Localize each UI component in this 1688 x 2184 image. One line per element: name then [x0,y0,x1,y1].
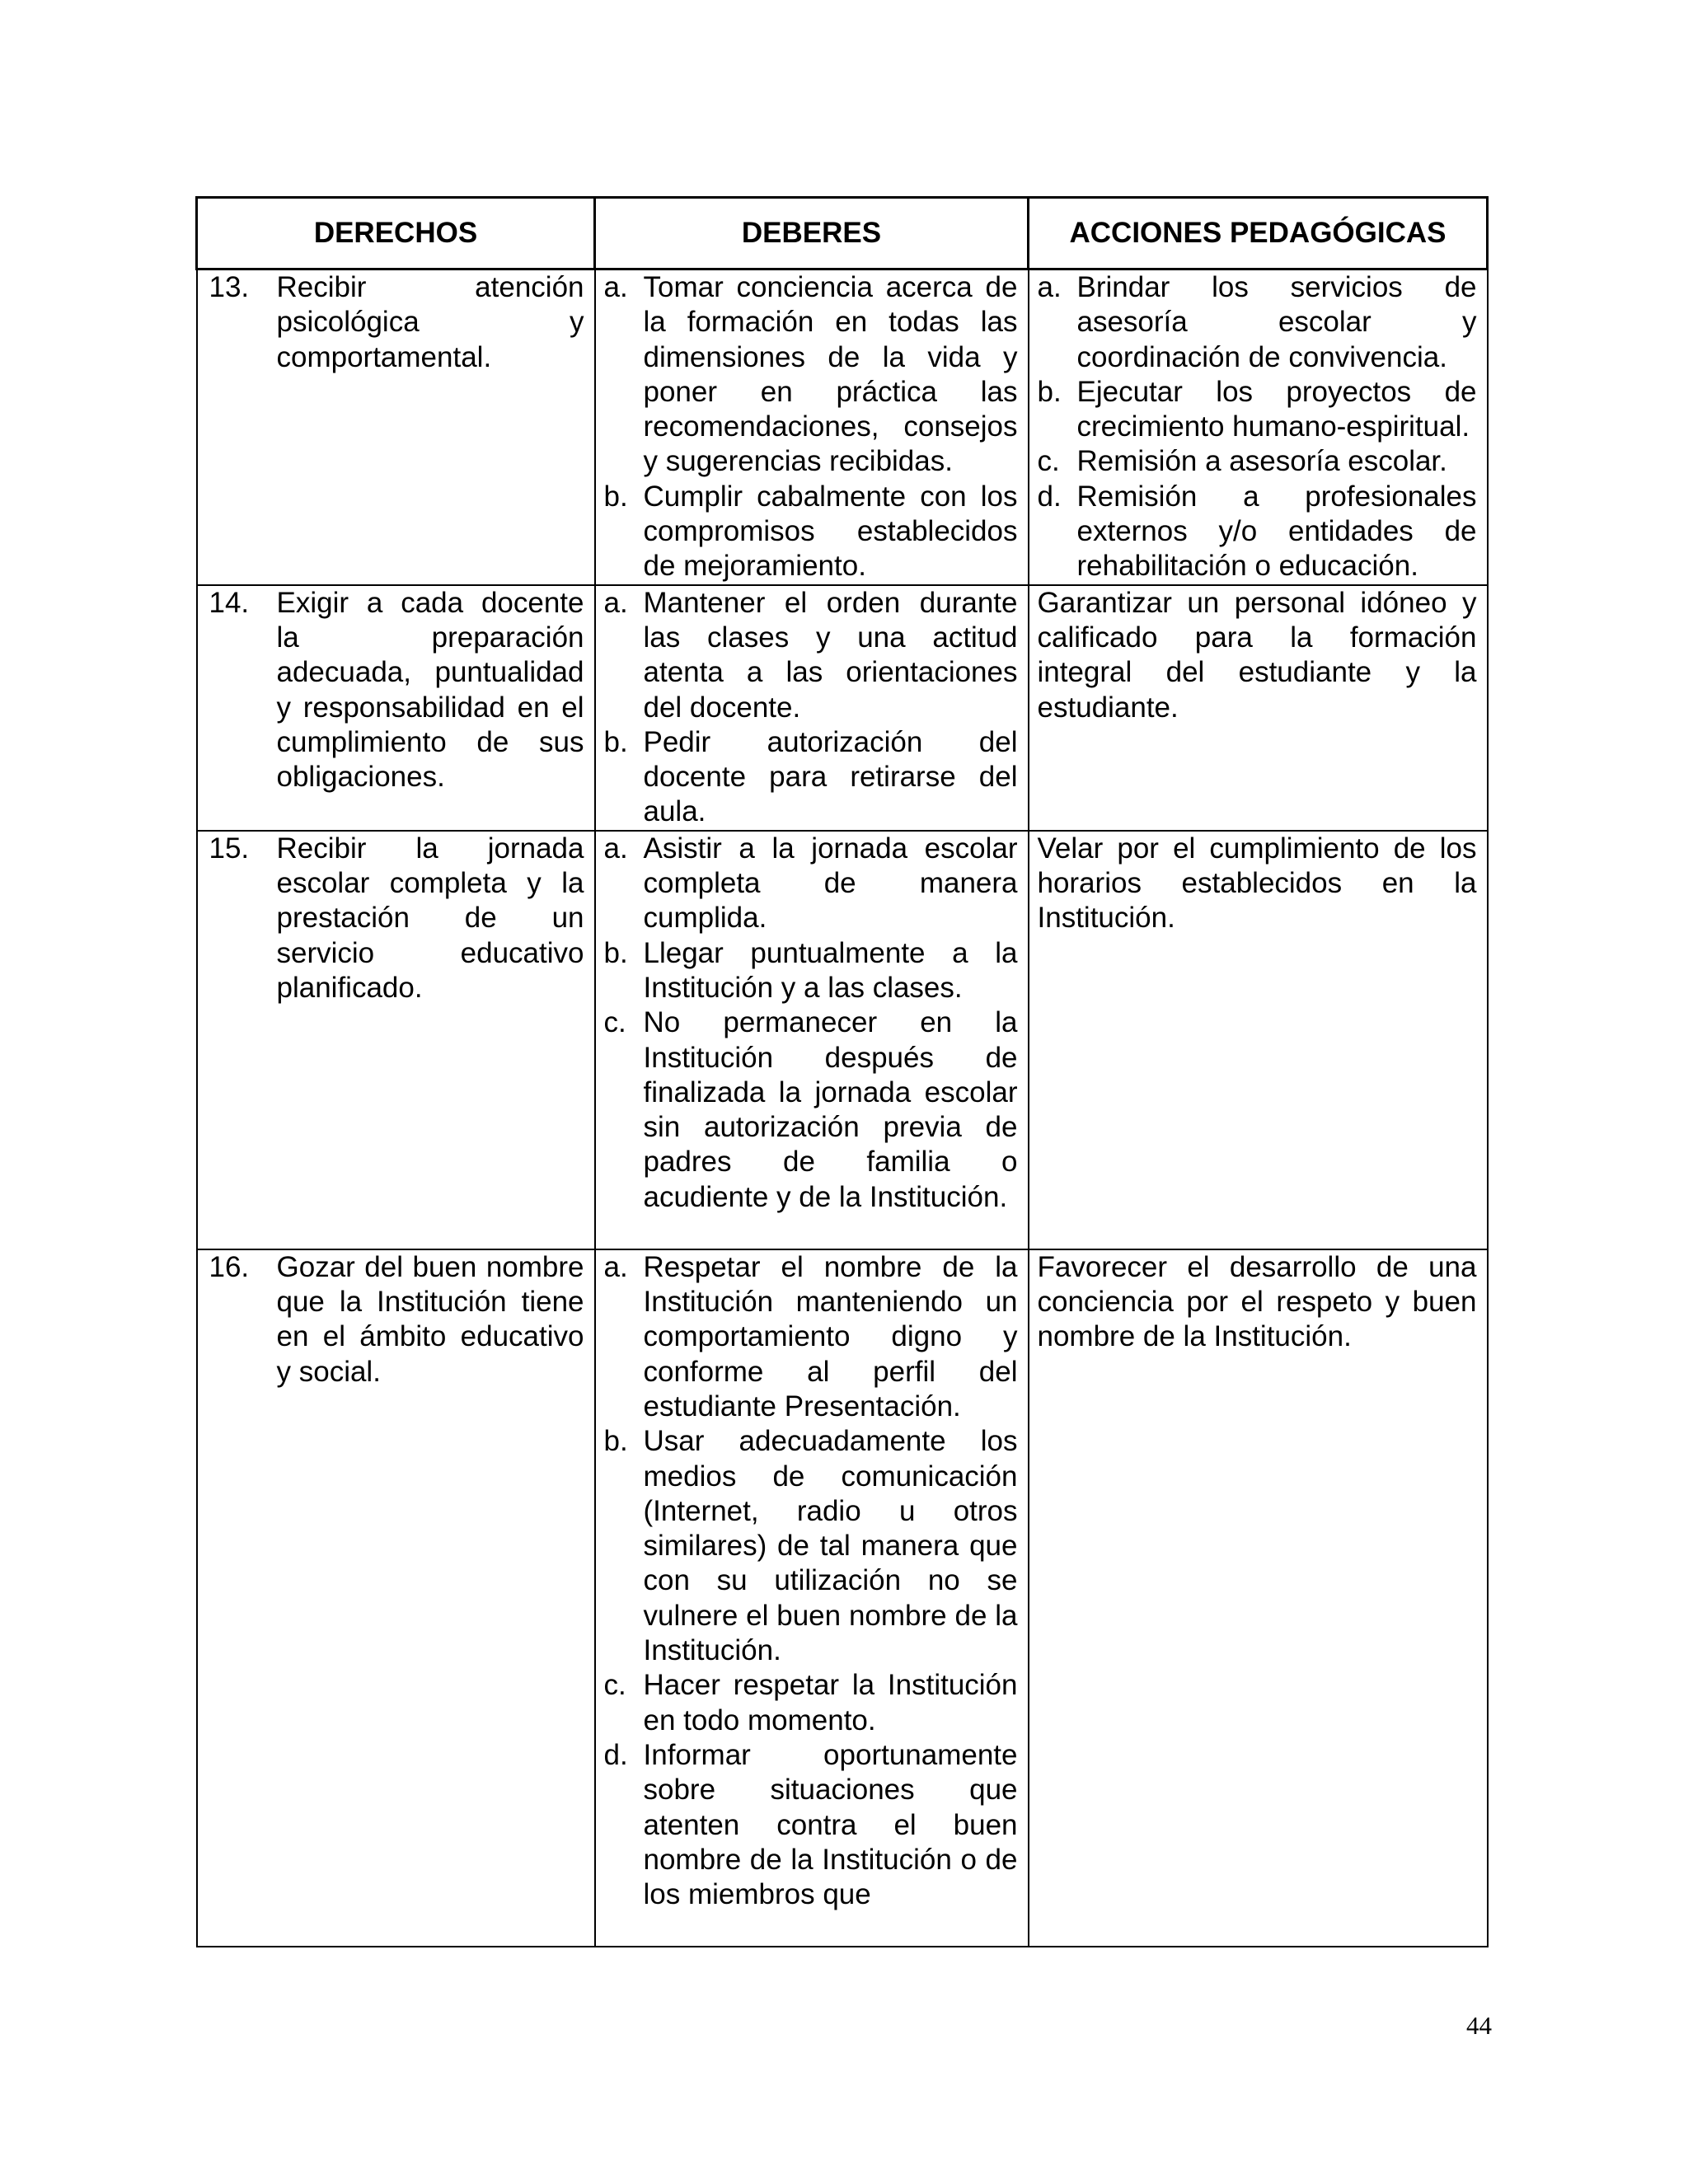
derecho-text: Recibir la jornada escolar completa y la prestación de un servicio educativo planificado. [276,832,584,1004]
acciones-text: Garantizar un personal idóneo y calificado para la formación integral del estudiante y la estudiante. [1037,586,1477,724]
list-item: a. Brindar los servicios de asesoría escolar y coordinación de convivencia. [1037,271,1477,373]
derecho-text: Recibir atención psicológica y comportamental. [276,271,584,373]
list-item: b. Pedir autorización del docente para retirarse del aula. [603,725,1018,828]
derecho-cell [197,1249,595,1947]
table-row [197,831,1488,1249]
rights-duties-table [195,196,1489,1947]
list-item: c. Remisión a asesoría escolar. [1037,445,1447,478]
list-item: b. Usar adecuadamente los medios de comunicación (Internet, radio u otros similares) de tal manera que con su utilización no se vulnere el buen nombre de la Institución. [603,1425,1018,1667]
header-derechos: DERECHOS [197,198,595,269]
list-item: b. Ejecutar los proyectos de crecimiento humano-espiritual. [1037,375,1477,443]
table-row [197,1249,1488,1947]
list-item: b. Cumplir cabalmente con los compromisos establecidos de mejoramiento. [603,480,1018,583]
list-item: d. Informar oportunamente sobre situaciones que atenten contra el buen nombre de la Institución o de los miembros que [603,1738,1018,1911]
table-row [197,269,1488,585]
derecho-text: Gozar del buen nombre que la Institución tiene en el ámbito educativo y social. [276,1250,584,1388]
row-number: 13. [209,271,250,303]
list-item: a. Asistir a la jornada escolar completa de manera cumplida. [603,832,1018,935]
list-item: a. Mantener el orden durante las clases y una actitud atenta a las orientaciones del docente. [603,586,1018,724]
table-header-row [197,198,1488,269]
acciones-cell [1029,269,1488,585]
list-item: d. Remisión a profesionales externos y/o entidades de rehabilitación o educación. [1037,480,1477,583]
derecho-cell [197,585,595,831]
list-item: a. Respetar el nombre de la Institución manteniendo un comportamiento digno y conforme al perfil del estudiante Presentación. [603,1250,1018,1422]
derecho-cell [197,831,595,1249]
deberes-cell [595,831,1029,1249]
header-acciones: ACCIONES PEDAGÓGICAS [1029,198,1488,269]
list-item: c. No permanecer en la Institución después de finalizada la jornada escolar sin autorización previa de padres de familia o acudiente y de la Institución. [603,1006,1018,1213]
row-number: 15. [209,832,250,865]
list-item: b. Llegar puntualmente a la Institución y a las clases. [603,936,1018,1004]
header-deberes: DEBERES [595,198,1029,269]
list-item: c. Hacer respetar la Institución en todo momento. [603,1669,1018,1736]
acciones-cell [1029,831,1488,1249]
acciones-text: Velar por el cumplimiento de los horarios establecidos en la Institución. [1037,832,1477,935]
deberes-cell [595,269,1029,585]
acciones-cell [1029,585,1488,831]
acciones-cell [1029,1249,1488,1947]
row-number: 16. [209,1250,250,1283]
acciones-text: Favorecer el desarrollo de una conciencia por el respeto y buen nombre de la Institución. [1037,1250,1477,1353]
deberes-cell [595,585,1029,831]
page-number: 44 [1466,2011,1492,2040]
deberes-cell [595,1249,1029,1947]
row-number: 14. [209,586,250,619]
derecho-cell [197,269,595,585]
table-row [197,585,1488,831]
derecho-text: Exigir a cada docente la preparación adecuada, puntualidad y responsabilidad en el cumplimiento de sus obligaciones. [276,586,584,794]
list-item: a. Tomar conciencia acerca de la formación en todas las dimensiones de la vida y poner en práctica las recomendaciones, consejos y sugerencias recibidas. [603,271,1018,478]
